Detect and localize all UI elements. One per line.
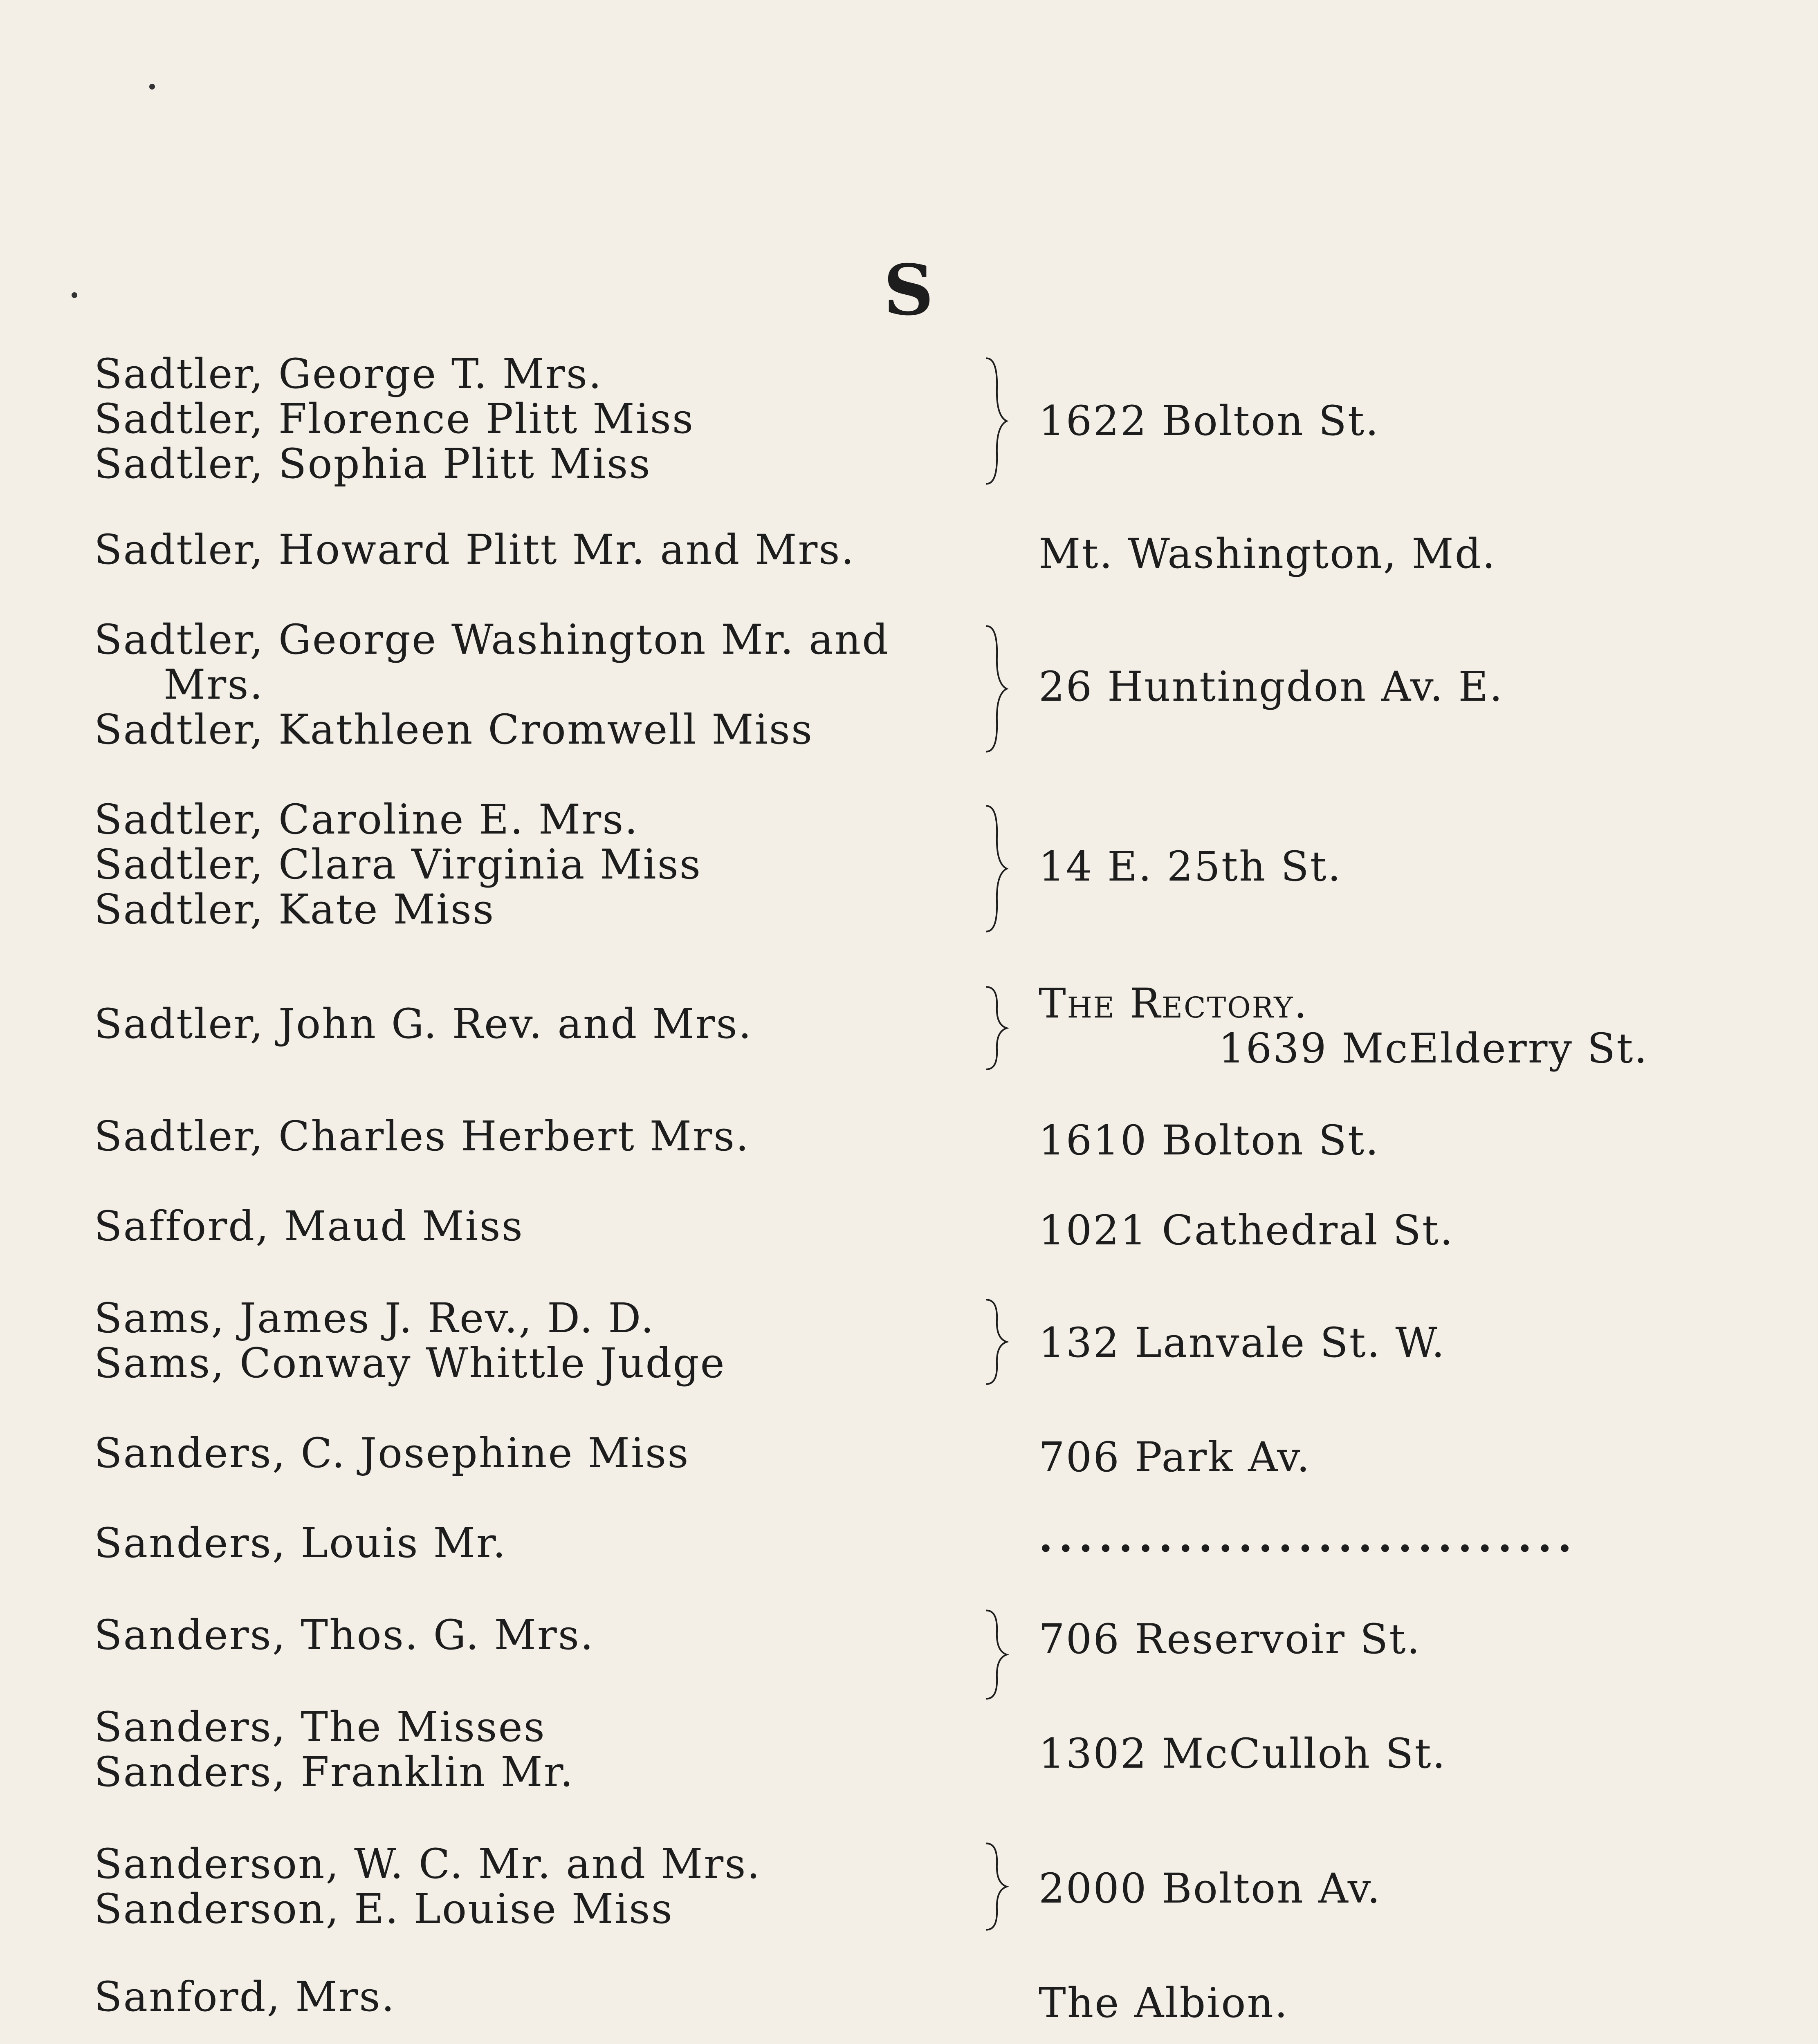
- entry-names: [94, 1842, 973, 1932]
- name-line: Sadtler, Florence Plitt Miss: [94, 395, 695, 443]
- entry-address: 1021 Cathedral St.: [1039, 1206, 1454, 1254]
- entry-address: The Albion.: [1039, 1979, 1289, 2027]
- entry-address: 14 E. 25th St.: [1039, 843, 1342, 890]
- entry-address: [1039, 981, 1652, 1071]
- name-line: Sadtler, Sophia Plitt Miss: [94, 440, 651, 488]
- name-line: Sanderson, W. C. Mr. and Mrs.: [94, 1840, 761, 1888]
- entry-names: [94, 527, 973, 572]
- entry-names: [94, 1613, 973, 1658]
- brace-icon: [981, 1842, 1010, 1932]
- entry-address: 1302 McCulloh St.: [1039, 1730, 1447, 1777]
- name-line: Sanders, Franklin Mr.: [94, 1748, 575, 1796]
- brace-icon: [981, 1609, 1010, 1701]
- brace-icon: [981, 803, 1010, 934]
- name-line: Sadtler, George Washington Mr. and: [94, 616, 890, 663]
- address-line: The Rectory.: [1039, 979, 1309, 1027]
- entry-address: 706 Reservoir St.: [1039, 1615, 1421, 1663]
- entry-address: 26 Huntingdon Av. E.: [1039, 663, 1504, 710]
- name-line: Sadtler, John G. Rev. and Mrs.: [94, 1000, 753, 1048]
- entry-names: [94, 1002, 973, 1047]
- address-line-2: 1639 McElderry St.: [1219, 1024, 1649, 1072]
- name-line: Sadtler, Caroline E. Mrs.: [94, 796, 639, 843]
- entry-names: [94, 1431, 973, 1476]
- section-letter: S: [883, 249, 935, 331]
- entry-address: Mt. Washington, Md.: [1039, 530, 1497, 578]
- ink-speck: [149, 84, 155, 90]
- entry-address: 706 Park Av.: [1039, 1433, 1311, 1481]
- name-line: Sanford, Mrs.: [94, 1973, 396, 2021]
- name-line: Sams, Conway Whittle Judge: [94, 1339, 726, 1387]
- name-line: Sadtler, Kathleen Cromwell Miss: [94, 706, 814, 753]
- brace-icon: [981, 356, 1010, 486]
- name-line: Sams, James J. Rev., D. D.: [94, 1294, 655, 1342]
- name-line: Sanders, Louis Mr.: [94, 1519, 507, 1567]
- name-line: Sadtler, Charles Herbert Mrs.: [94, 1112, 750, 1160]
- entry-address: 1622 Bolton St.: [1039, 397, 1380, 445]
- entry-names: [94, 617, 973, 752]
- entry-names: [94, 352, 973, 486]
- name-line: Sadtler, Kate Miss: [94, 885, 495, 933]
- entry-address: 1610 Bolton St.: [1039, 1116, 1380, 1164]
- name-line: Sanders, The Misses: [94, 1703, 546, 1751]
- name-line: Sadtler, Howard Plitt Mr. and Mrs.: [94, 526, 855, 574]
- name-line: Mrs.: [164, 661, 264, 708]
- entry-address: 132 Lanvale St. W.: [1039, 1319, 1446, 1367]
- entry-address: 2000 Bolton Av.: [1039, 1865, 1382, 1912]
- name-line: Sanders, Thos. G. Mrs.: [94, 1611, 595, 1659]
- entry-names: [94, 1705, 973, 1795]
- entry-names: [94, 1975, 973, 2019]
- brace-icon: [981, 623, 1010, 754]
- entry-names: [94, 1521, 973, 1566]
- name-line: Sadtler, George T. Mrs.: [94, 350, 603, 398]
- entry-names: [94, 1296, 973, 1386]
- name-line: Safford, Maud Miss: [94, 1202, 524, 1250]
- entry-names: [94, 797, 973, 932]
- name-line: Sanders, C. Josephine Miss: [94, 1429, 690, 1477]
- brace-icon: [981, 1298, 1010, 1386]
- address-leader-dots: ...........................: [1039, 1513, 1578, 1561]
- name-line: Sadtler, Clara Virginia Miss: [94, 840, 702, 888]
- brace-icon: [981, 985, 1010, 1071]
- entry-names: [94, 1204, 973, 1249]
- name-line: Sanderson, E. Louise Miss: [94, 1885, 673, 1933]
- entry-names: [94, 1114, 973, 1159]
